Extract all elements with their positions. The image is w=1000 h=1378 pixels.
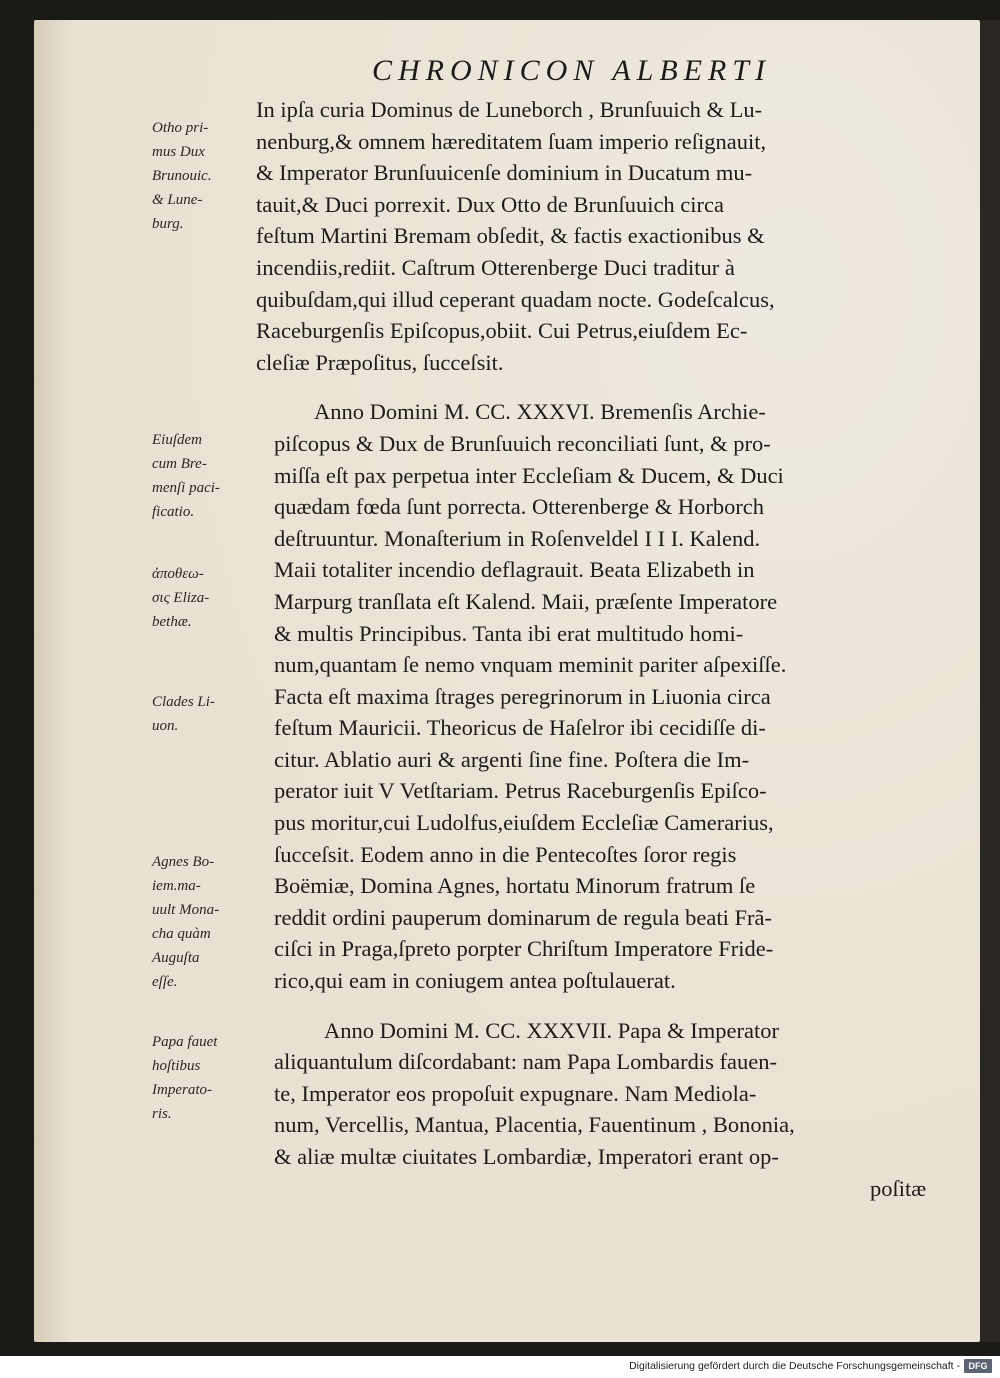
margin-note: [152, 116, 264, 236]
catchword: poſitæ: [870, 1175, 927, 1201]
text-line: num,quantam ſe nemo vnquam meminit pariter aſpexiſſe.: [274, 652, 787, 678]
note-line: ris.: [152, 1106, 172, 1122]
text-line: piſcopus & Dux de Brunſuuich reconciliati ſunt, & pro-: [274, 430, 771, 456]
note-line: bethæ.: [152, 614, 192, 630]
text-line: Anno Domini M. CC. XXXVII. Papa & Imperator: [324, 1017, 779, 1043]
text-line: quibuſdam,qui illud ceperant quadam nocte. Godeſcalcus,: [256, 286, 775, 312]
paragraph-3-body: [256, 1046, 956, 1204]
text-line: pus moritur,cui Ludolfus,eiuſdem Eccleſiæ Camerarius,: [274, 810, 774, 836]
note-line: Papa fauet: [152, 1034, 218, 1050]
paragraph-2: [256, 396, 956, 428]
text-line: rico,qui eam in coniugem antea poſtulauerat.: [274, 968, 676, 994]
text-line: te, Imperator eos propoſuit expugnare. Nam Mediola-: [274, 1080, 757, 1106]
margin-note: [152, 850, 264, 994]
text-line: reddit ordini pauperum dominarum de regula beati Frã-: [274, 904, 772, 930]
dfg-logo: DFG: [964, 1359, 992, 1373]
note-line: cum Bre-: [152, 456, 207, 472]
margin-note: [152, 690, 264, 738]
note-line: uult Mona-: [152, 902, 220, 918]
text-line: Raceburgenſis Epiſcopus,obiit. Cui Petrus,eiuſdem Ec-: [256, 318, 748, 344]
text-line: Marpurg tranſlata eſt Kalend. Maii, præſente Imperatore: [274, 588, 778, 614]
running-header: CHRONICON ALBERTI: [372, 54, 771, 87]
text-line: ſucceſsit. Eodem anno in die Pentecoſtes ſoror regis: [274, 841, 737, 867]
page-edge-shadow: [980, 20, 1000, 1342]
note-line: ficatio.: [152, 504, 195, 520]
text-line: cleſiæ Præpoſitus, ſucceſsit.: [256, 349, 504, 375]
note-line: uon.: [152, 718, 179, 734]
text-line: tauit,& Duci porrexit. Dux Otto de Brunſuuich circa: [256, 191, 725, 217]
text-line: Facta eſt maxima ſtrages peregrinorum in Liuonia circa: [274, 683, 771, 709]
funding-note: Digitalisierung gefördert durch die Deutsche Forschungsgemeinschaft -: [629, 1360, 960, 1372]
paragraph-1: [256, 94, 956, 378]
note-line: cha quàm: [152, 926, 211, 942]
note-line: hoſtibus: [152, 1058, 201, 1074]
text-line: & multis Principibus. Tanta ibi erat multitudo homi-: [274, 620, 744, 646]
text-line: nenburg,& omnem hæreditatem ſuam imperio reſignauit,: [256, 128, 767, 154]
note-line: Auguſta: [152, 950, 200, 966]
main-text: [256, 94, 956, 1204]
text-line: & aliæ multæ ciuitates Lombardiæ, Imperatori erant op-: [274, 1144, 779, 1169]
note-line: Clades Li-: [152, 694, 215, 710]
text-line: deſtruuntur. Monaſterium in Roſenveldel I I I. Kalend.: [274, 525, 761, 551]
margin-note: [152, 1030, 264, 1126]
note-line: eſſe.: [152, 974, 178, 990]
text-line: feſtum Martini Bremam obſedit, & factis exactionibus &: [256, 223, 765, 249]
margin-note: [152, 428, 264, 524]
note-line: σις Eliza-: [152, 590, 210, 606]
note-line: menſi paci-: [152, 480, 220, 496]
text-line: Maii totaliter incendio deflagrauit. Beata Elizabeth in: [274, 557, 755, 583]
text-line: feſtum Mauricii. Theoricus de Haſelror ibi cecidiſſe di-: [274, 715, 766, 741]
note-line: Otho pri-: [152, 120, 209, 136]
note-line: iem.ma-: [152, 878, 201, 894]
note-line: ἀποθεω-: [152, 566, 204, 582]
footer-bar: [0, 1356, 1000, 1378]
text-line: num, Vercellis, Mantua, Placentia, Fauentinum , Bononia,: [274, 1112, 795, 1138]
note-line: Agnes Bo-: [152, 854, 215, 870]
note-line: Eiuſdem: [152, 432, 202, 448]
text-line: perator iuit V Vetſtariam. Petrus Raceburgenſis Epiſco-: [274, 778, 767, 804]
text-line: miſſa eſt pax perpetua inter Eccleſiam & Ducem, & Duci: [274, 462, 784, 488]
text-line: In ipſa curia Dominus de Luneborch , Brunſuuich & Lu-: [256, 97, 763, 122]
text-line: incendiis,rediit. Caſtrum Otterenberge Duci traditur à: [256, 254, 735, 280]
text-line: Boëmiæ, Domina Agnes, hortatu Minorum fratrum ſe: [274, 873, 756, 899]
text-line: quædam fœda ſunt porrecta. Otterenberge & Horborch: [274, 494, 765, 520]
note-line: Imperato-: [152, 1082, 212, 1098]
text-line: aliquantulum diſcordabant: nam Papa Lombardis fauen-: [274, 1049, 777, 1075]
text-line: & Imperator Brunſuuicenſe dominium in Ducatum mu-: [256, 160, 753, 186]
paragraph-2-body: [256, 428, 956, 997]
text-line: citur. Ablatio auri & argenti ſine fine. Poſtera die Im-: [274, 746, 750, 772]
note-line: mus Dux: [152, 144, 205, 160]
note-line: Brunouic.: [152, 168, 212, 184]
note-line: burg.: [152, 216, 184, 232]
paragraph-3: [256, 1015, 956, 1047]
margin-note: [152, 562, 264, 634]
text-line: Anno Domini M. CC. XXXVI. Bremenſis Archie-: [314, 399, 766, 425]
text-line: ciſci in Praga,ſpreto porpter Chriſtum Imperatore Fride-: [274, 936, 774, 962]
note-line: & Lune-: [152, 192, 203, 208]
